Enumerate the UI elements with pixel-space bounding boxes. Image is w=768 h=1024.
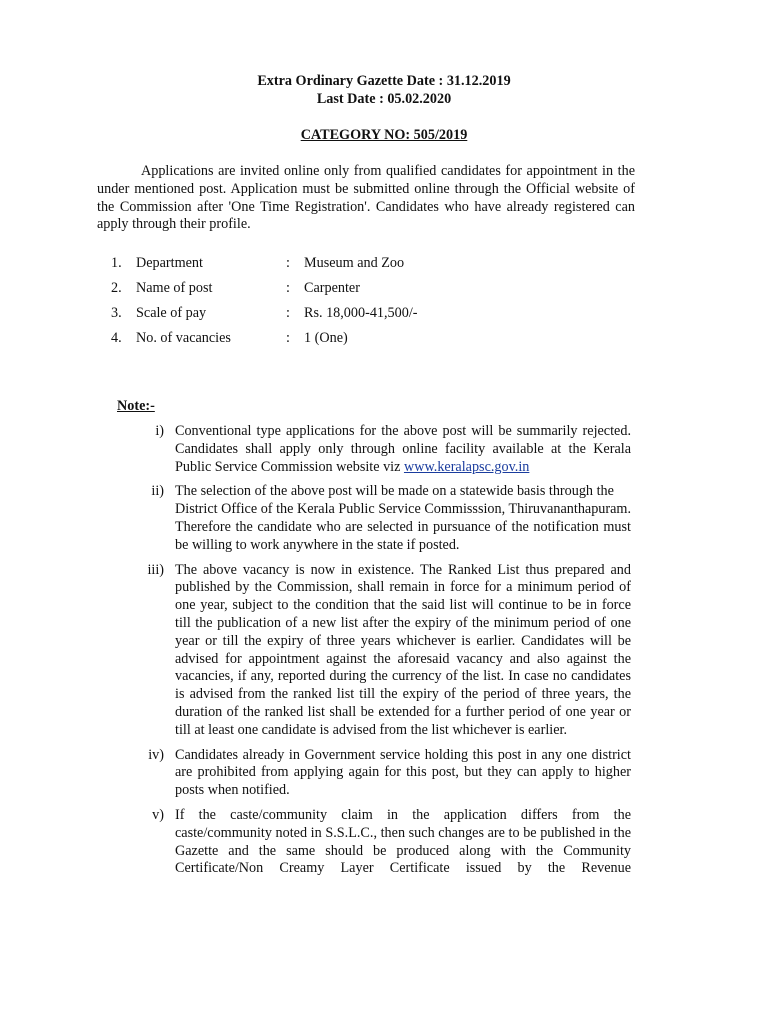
note-text: Conventional type applications for the above post will be summarily rejected. Candidates shall apply only through online facility available at the Kerala Public Service Commission website viz — [175, 423, 631, 475]
detail-row-pay-scale — [111, 305, 611, 330]
detail-number: 1. — [111, 255, 122, 271]
detail-number: 3. — [111, 305, 122, 321]
note-item — [0, 807, 768, 878]
last-date-heading: Last Date : 05.02.2020 — [316, 91, 452, 107]
detail-label: Scale of pay — [136, 305, 207, 321]
intro-paragraph: Applications are invited online only from qualified candidates for appointment in the under mentioned post. Application must be submitted online through the Official website of the Commission after 'One Time Registration'. Candidates who have already registered can apply through their profile. — [97, 163, 635, 233]
note-item — [0, 562, 768, 740]
detail-colon: : — [286, 305, 290, 321]
note-heading: Note:- — [117, 398, 155, 414]
note-item — [0, 747, 768, 800]
detail-label: Department — [136, 255, 203, 271]
notes-list — [0, 423, 768, 885]
detail-number: 2. — [111, 280, 122, 296]
note-number: i) — [155, 423, 164, 439]
note-text: The selection of the above post will be made on a statewide basis through the — [175, 483, 614, 500]
note-number: ii) — [151, 483, 164, 500]
note-text: Candidates already in Government service holding this post in any one district are prohibited from applying again for this post, but they can apply to higher posts when notified. — [175, 746, 631, 799]
note-text: District Office of the Kerala Public Service Commisssion, Thiruvananthapuram. Therefore the candidate who are selected in pursuance of the notification must be willing to work anywhere in the state if posted. — [175, 501, 631, 553]
detail-number: 4. — [111, 330, 122, 346]
detail-label: Name of post — [136, 280, 213, 296]
note-number: iii) — [147, 561, 164, 578]
note-number: v) — [152, 806, 164, 823]
detail-value: Rs. 18,000-41,500/- — [304, 305, 418, 321]
kpsc-website-link[interactable]: www.keralapsc.gov.in — [403, 458, 530, 475]
detail-colon: : — [286, 280, 290, 296]
detail-colon: : — [286, 255, 290, 271]
detail-label: No. of vacancies — [136, 330, 231, 346]
note-item — [0, 423, 768, 476]
detail-row-post-name — [111, 280, 611, 305]
gazette-date-heading: Extra Ordinary Gazette Date : 31.12.2019 — [257, 73, 511, 89]
note-item — [0, 483, 768, 554]
detail-row-vacancies — [111, 330, 611, 355]
note-text: If the caste/community claim in the application differs from the caste/community noted in S.S.L.C., then such changes are to be published in the Gazette and the same should be produced along with the Community Certificate/Non Creamy Layer Certificate issued by the Revenue — [175, 806, 631, 877]
note-number: iv) — [148, 746, 164, 763]
detail-row-department — [111, 255, 611, 280]
detail-value: Carpenter — [304, 280, 360, 296]
detail-value: Museum and Zoo — [304, 255, 405, 271]
detail-value: 1 (One) — [304, 330, 348, 346]
category-number-heading: CATEGORY NO: 505/2019 — [300, 127, 468, 143]
detail-colon: : — [286, 330, 290, 346]
note-text: The above vacancy is now in existence. The Ranked List thus prepared and published by the Commission, shall remain in force for a minimum period of one year, subject to the condition that the said list will continue to be in force till the publication of a new list after the expiry of the minimum period of one year or till the expiry of three years whichever is earlier. Candidates will be advised for appointment against the aforesaid vacancy and also against the vacancies, if any, reported during the currency of the list. In case no candidates is advised from the ranked list till the expiry of the period of three years, the duration of the ranked list shall be extended for a further period of one year or till at least one candidate is advised from the list whichever is earlier. — [175, 561, 631, 738]
post-details-list — [111, 255, 611, 355]
